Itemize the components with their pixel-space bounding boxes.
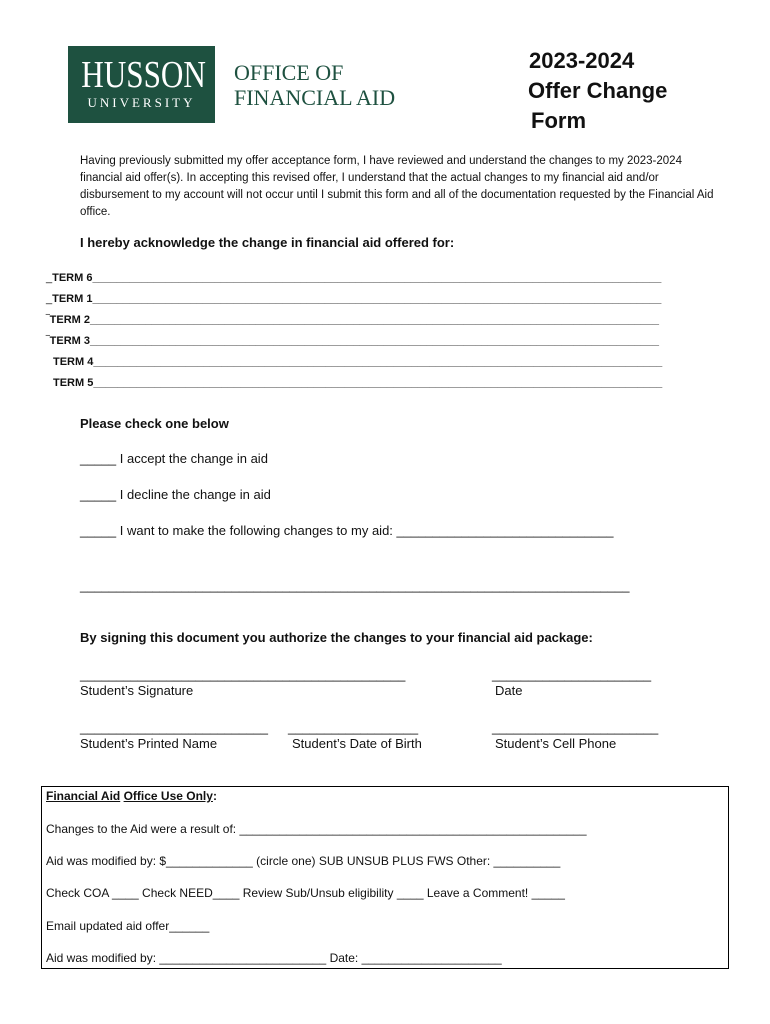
office-line-modified: Aid was modified by: $_____________ (circle one) SUB UNSUB PLUS FWS Other: __________ xyxy=(46,854,561,868)
date-line: ______________________ xyxy=(492,667,652,682)
term-5: TERM 5_____________________________________________________________________________________________ xyxy=(53,377,663,389)
option-extra-line: ____________________________________________________________________________ xyxy=(80,578,630,593)
cell-phone-label: Student’s Cell Phone xyxy=(495,736,617,751)
logo-name: HUSSON xyxy=(81,54,206,96)
option-accept: _____ I accept the change in aid xyxy=(80,451,268,466)
printed-name-line: __________________________ xyxy=(80,720,268,735)
signature-label: Student’s Signature xyxy=(80,683,194,698)
office-line-email: Email updated aid offer______ xyxy=(46,919,210,933)
form-title-line-2: Offer Change xyxy=(528,78,668,103)
office-line-2: FINANCIAL AID xyxy=(234,85,396,110)
printed-name-label: Student’s Printed Name xyxy=(80,736,218,751)
office-line-checks: Check COA ____ Check NEED____ Review Sub/Unsub eligibility ____ Leave a Comment! _____ xyxy=(46,886,565,900)
office-use-heading-b: Office Use Only xyxy=(123,789,213,803)
option-decline: _____ I decline the change in aid xyxy=(80,487,271,502)
term-1: TERM 1_____________________________________________________________________________________________ xyxy=(52,293,662,305)
office-use-heading-a: Financial Aid xyxy=(46,789,121,803)
check-heading: Please check one below xyxy=(80,416,229,431)
dob-line: __________________ xyxy=(288,720,419,735)
logo-sub: UNIVERSITY xyxy=(87,95,196,110)
term-line: ‾TERM 3_____________________________________________________________________________________________ xyxy=(46,335,659,347)
term-line: _TERM 6_____________________________________________________________________________________________ xyxy=(46,272,662,284)
office-line-modified-by: Aid was modified by: _________________________ Date: _____________________ xyxy=(46,951,502,965)
cell-phone-line: _______________________ xyxy=(492,720,659,735)
form-title-line-3: Form xyxy=(531,108,586,133)
acknowledge-heading: I hereby acknowledge the change in financial aid offered for: xyxy=(80,235,455,250)
office-use-heading xyxy=(46,789,217,803)
form-year: 2023-2024 xyxy=(529,48,635,73)
dob-label: Student’s Date of Birth xyxy=(292,736,422,751)
intro-paragraph: Having previously submitted my offer acceptance form, I have reviewed and understand the changes to my 2023-2024 financial aid offer(s). In accepting this revised offer, I understand that the actual changes to my financial aid and/or disbursement to my account will not occur until I submit this form and all of the documentation requested by the Financial Aid office. xyxy=(80,155,714,218)
term-3: TERM 3_____________________________________________________________________________________________ xyxy=(49,335,659,347)
office-use-box xyxy=(41,786,729,969)
term-line: _TERM 1_____________________________________________________________________________________________ xyxy=(46,293,662,305)
office-line-changes: Changes to the Aid were a result of: ____________________________________________________ xyxy=(46,822,587,836)
date-label: Date xyxy=(495,683,523,698)
term-4: TERM 4_____________________________________________________________________________________________ xyxy=(53,356,663,368)
office-use-heading-colon: : xyxy=(212,789,217,803)
term-6: TERM 6_____________________________________________________________________________________________ xyxy=(52,272,662,284)
option-change: _____ I want to make the following changes to my aid: ______________________________ xyxy=(80,523,614,538)
signature-line: _____________________________________________ xyxy=(80,667,406,682)
husson-logo xyxy=(68,46,215,123)
office-line-1: OFFICE OF xyxy=(234,60,344,85)
sign-heading: By signing this document you authorize the changes to your financial aid package: xyxy=(80,630,593,645)
term-2: TERM 2_____________________________________________________________________________________________ xyxy=(49,314,659,326)
term-line: ‾TERM 2_____________________________________________________________________________________________ xyxy=(46,314,659,326)
